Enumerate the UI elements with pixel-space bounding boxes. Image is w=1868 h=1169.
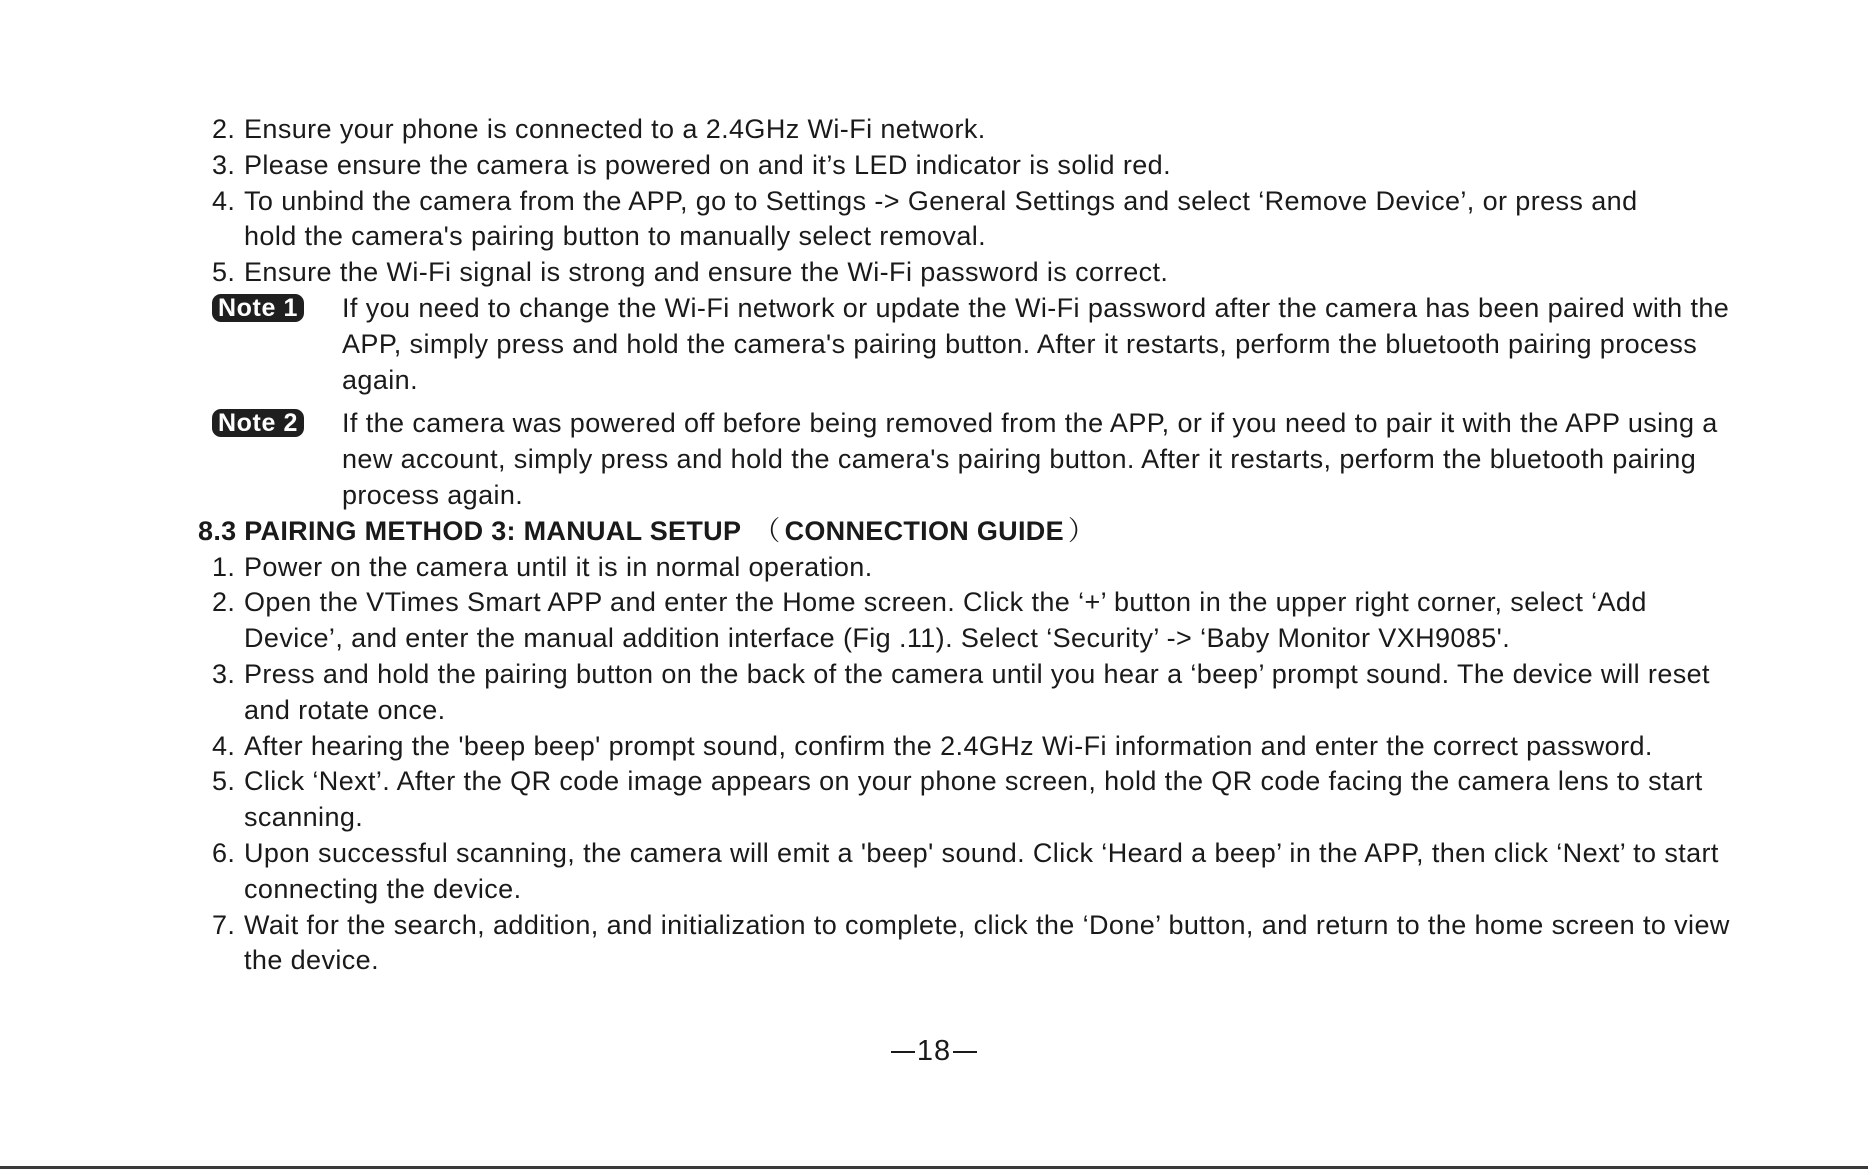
item-number: 5. <box>212 766 236 797</box>
item-number: 2. <box>212 114 236 144</box>
section-paren-close: ） <box>1067 515 1096 546</box>
dash-left <box>891 1051 915 1053</box>
item-text: Click ‘Next’. After the QR code image appears on your phone screen, hold the QR code facing the camera lens to start scanning. <box>244 766 1703 833</box>
list-item <box>212 729 1738 765</box>
page-content <box>198 112 1738 979</box>
item-text: Ensure the Wi-Fi signal is strong and ensure the Wi-Fi password is correct. <box>244 257 1169 288</box>
note-badge: Note 1 <box>212 294 304 322</box>
item-number: 6. <box>212 837 236 868</box>
item-number: 3. <box>212 658 236 689</box>
note-block <box>212 291 1738 398</box>
page-number: 18 <box>916 1035 952 1067</box>
item-number: 1. <box>212 551 236 582</box>
item-number: 3. <box>212 149 236 180</box>
list-item <box>212 148 1738 184</box>
item-number: 4. <box>212 730 236 761</box>
section-subtitle: CONNECTION GUIDE <box>784 515 1064 546</box>
page-number-footer <box>0 1035 1868 1068</box>
list-item <box>212 585 1738 657</box>
item-text: Power on the camera until it is in normal operation. <box>244 551 873 582</box>
section-paren-open: （ <box>753 515 781 546</box>
item-text: Ensure your phone is connected to a 2.4GHz Wi-Fi network. <box>244 114 986 144</box>
note-block <box>212 406 1738 513</box>
item-number: 7. <box>212 909 236 940</box>
list-item <box>212 112 1738 148</box>
list-item <box>212 184 1738 256</box>
note-badge: Note 2 <box>212 409 304 437</box>
item-number: 5. <box>212 257 236 288</box>
section-title: 8.3 PAIRING METHOD 3: MANUAL SETUP <box>198 515 742 546</box>
note-text: If you need to change the Wi-Fi network or update the Wi-Fi password after the camera has been paired with the APP, simply press and hold the camera's pairing button. After it restarts, perform the bluetooth pairing process again. <box>342 292 1730 395</box>
list-item <box>212 836 1738 908</box>
item-text: Upon successful scanning, the camera will emit a 'beep' sound. Click ‘Heard a beep’ in the APP, then click ‘Next’ to start connecting the device. <box>244 837 1719 904</box>
item-text: Open the VTimes Smart APP and enter the Home screen. Click the ‘+’ button in the upper right corner, select ‘Add Device’, and enter the manual addition interface (Fig .11). Select ‘Security’ -> ‘Baby Monitor VXH9085'. <box>244 587 1647 654</box>
list-item <box>212 764 1738 836</box>
list-item <box>212 550 1738 586</box>
item-number: 4. <box>212 185 236 216</box>
list-item <box>212 255 1738 291</box>
section-heading <box>198 514 1738 550</box>
item-text: Wait for the search, addition, and initialization to complete, click the ‘Done’ button, and return to the home screen to view the device. <box>244 909 1730 976</box>
list-item <box>212 657 1738 729</box>
dash-right <box>953 1051 977 1053</box>
item-text: To unbind the camera from the APP, go to Settings -> General Settings and select ‘Remove Device’, or press and hold the camera's pairing button to manually select removal. <box>244 185 1638 252</box>
list-item <box>212 908 1738 980</box>
item-text: Press and hold the pairing button on the back of the camera until you hear a ‘beep’ prompt sound. The device will reset and rotate once. <box>244 658 1710 725</box>
note-text: If the camera was powered off before being removed from the APP, or if you need to pair it with the APP using a new account, simply press and hold the camera's pairing button. After it restarts, perform the bluetooth pairing process again. <box>342 408 1718 510</box>
item-text: After hearing the 'beep beep' prompt sound, confirm the 2.4GHz Wi-Fi information and enter the correct password. <box>244 730 1653 761</box>
item-text: Please ensure the camera is powered on and it’s LED indicator is solid red. <box>244 149 1171 180</box>
item-number: 2. <box>212 587 236 618</box>
